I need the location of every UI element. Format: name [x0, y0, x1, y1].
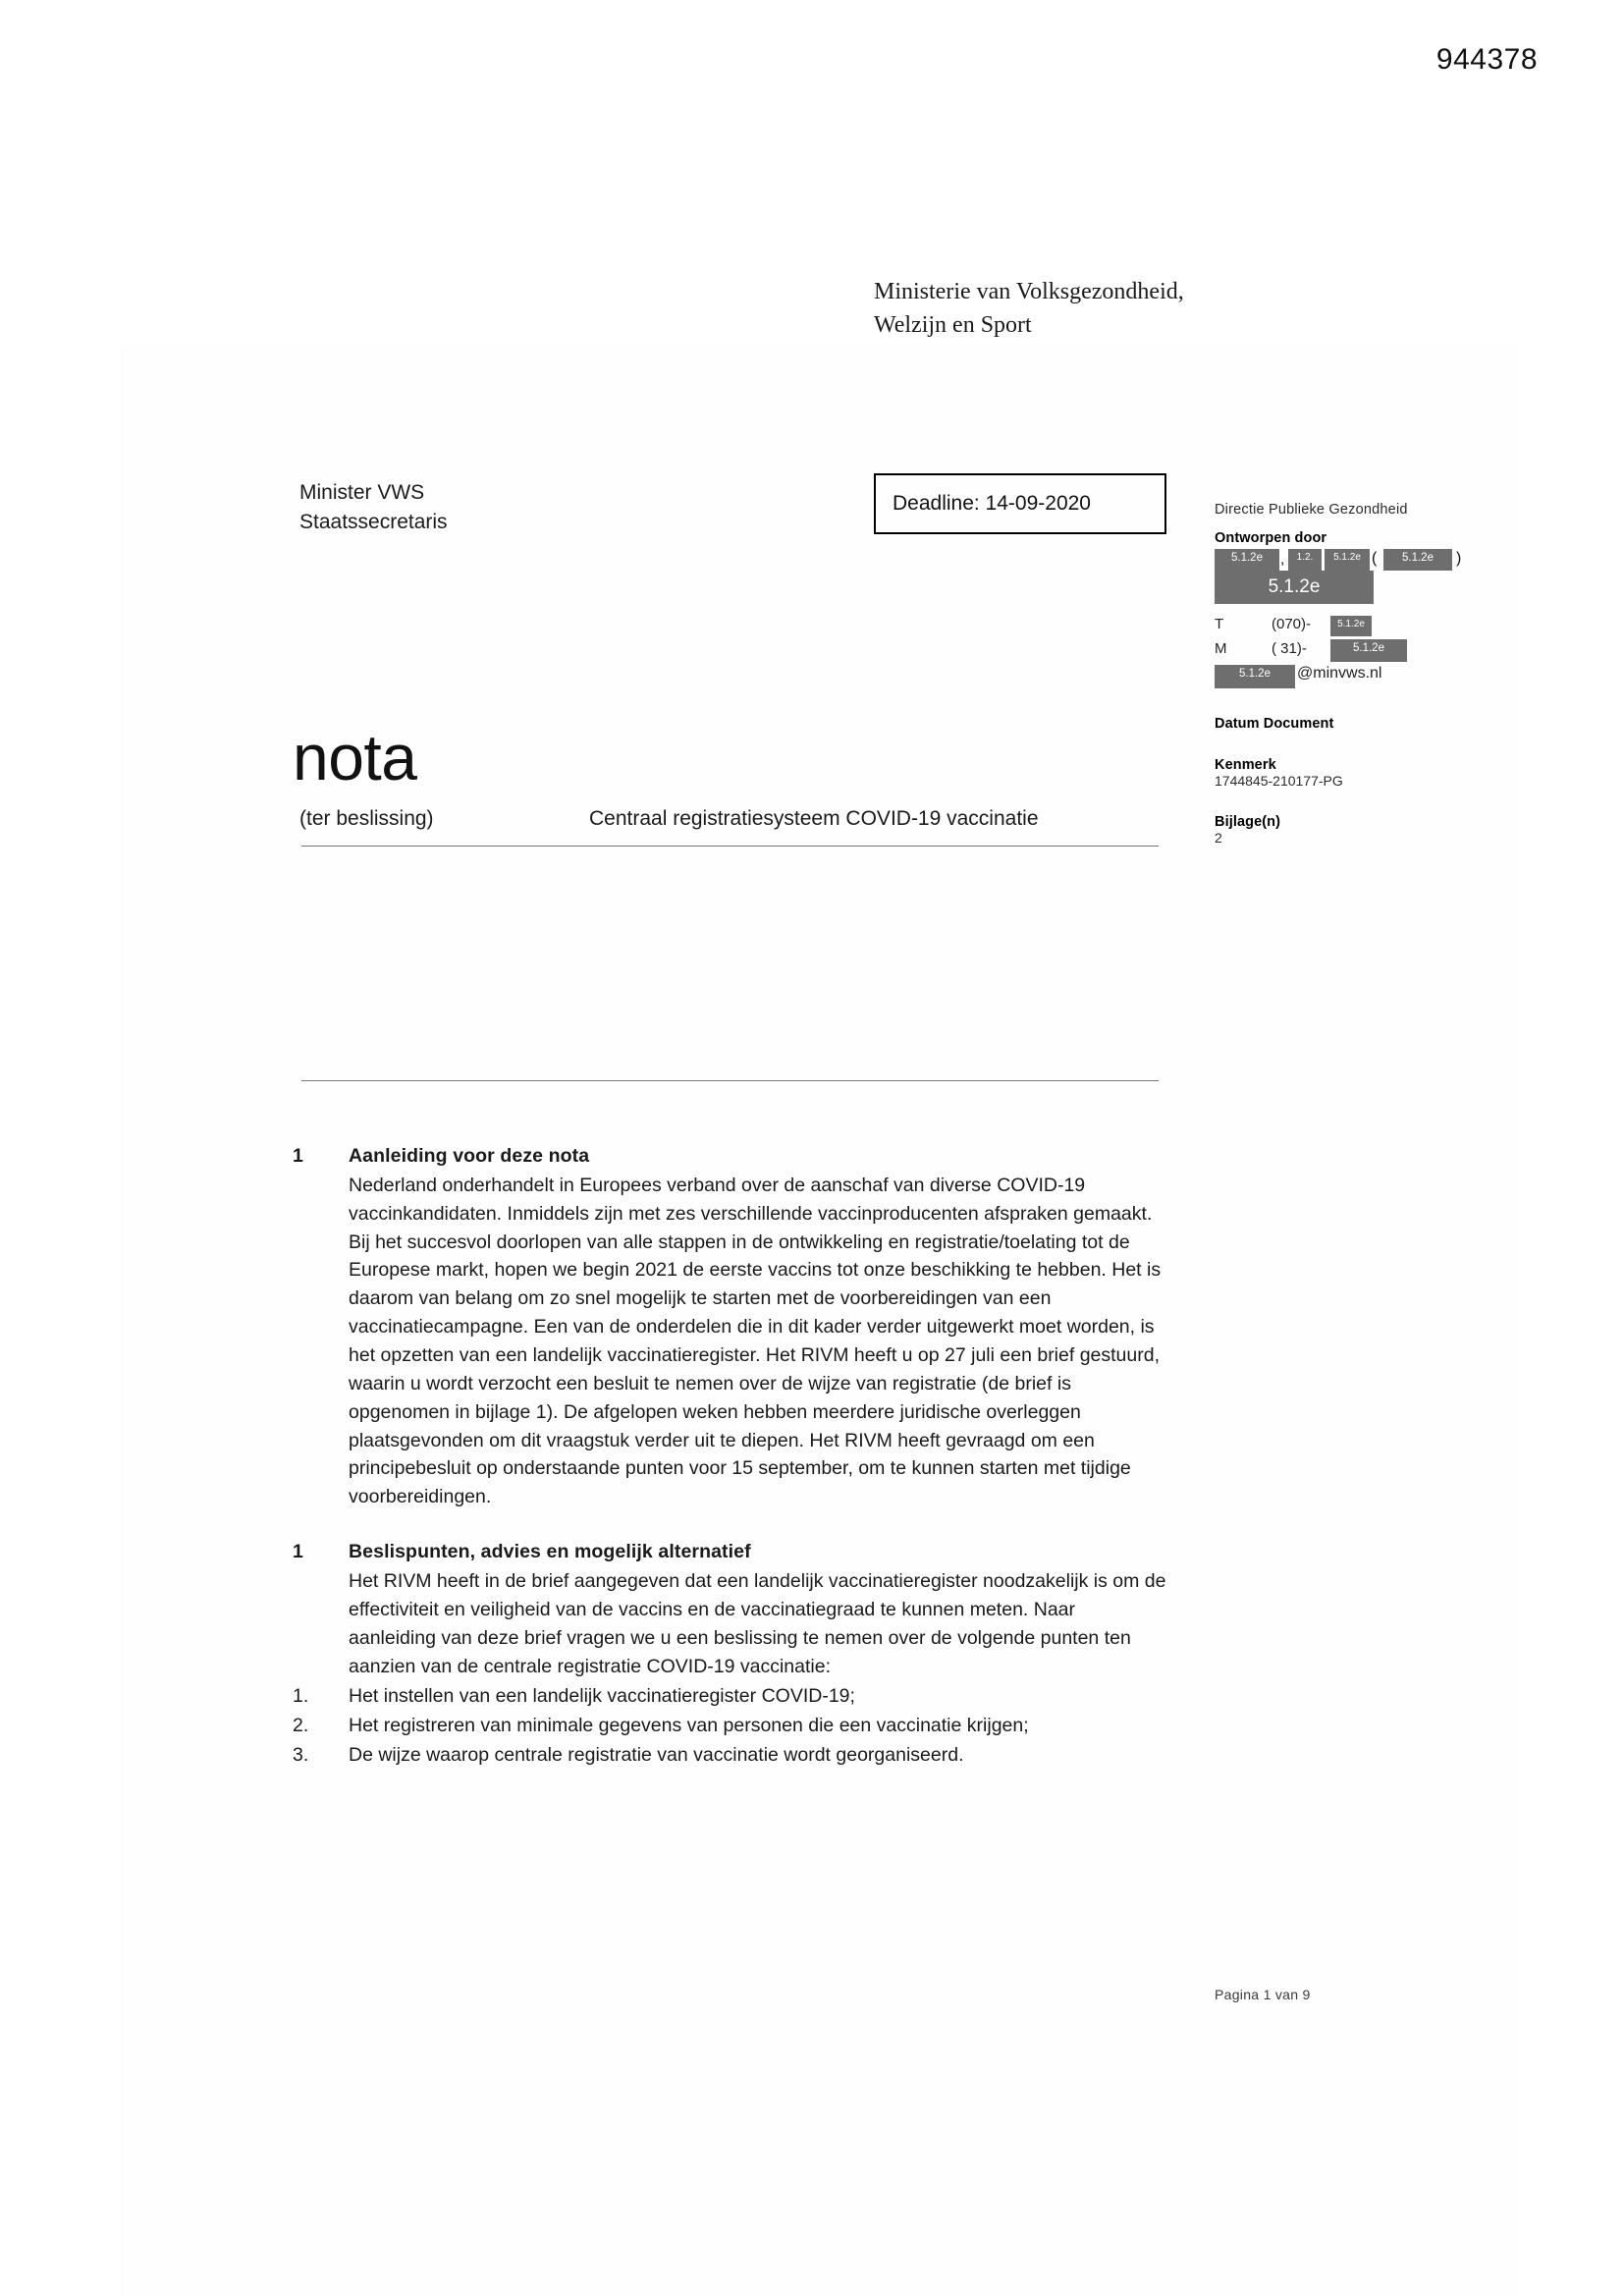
- section-title: Aanleiding voor deze nota: [349, 1145, 590, 1167]
- redaction-block: 5.1.2e: [1215, 571, 1374, 604]
- redaction-block: 5.1.2e: [1215, 549, 1279, 571]
- addressee-line-1: Minister VWS: [299, 481, 425, 504]
- contact-lines: [1215, 616, 1470, 690]
- phone-label-m: M: [1215, 640, 1227, 657]
- page-footer: Pagina 1 van 9: [1215, 1987, 1311, 2002]
- deadline-box: [874, 473, 1166, 534]
- section-number: 1: [293, 1541, 303, 1563]
- bijlagen-label: Bijlage(n): [1215, 814, 1281, 830]
- list-item-number: 2.: [293, 1715, 309, 1737]
- list-item: [293, 1741, 1166, 1770]
- redaction-block: 1.2.: [1288, 549, 1322, 571]
- document-date-block: [1215, 716, 1470, 732]
- redaction-block: 5.1.2e: [1383, 549, 1452, 571]
- document-date-label: Datum Document: [1215, 716, 1334, 732]
- redaction-block: 5.1.2e: [1330, 616, 1372, 636]
- designed-by-redactions: [1215, 549, 1470, 604]
- section-number: 1: [293, 1145, 303, 1167]
- nota-title: nota: [293, 721, 417, 793]
- list-item: [293, 1682, 1166, 1711]
- designed-by-label: Ontworpen door: [1215, 530, 1327, 546]
- metadata-column: [1215, 502, 1470, 871]
- paren-close: ): [1456, 550, 1462, 567]
- section-paragraph: Het RIVM heeft in de brief aangegeven dat een landelijk vaccinatieregister noodzakelijk is om de effectiviteit en veiligheid van de vaccins en de vaccinatiegraad te kunnen meten. Naar aanleiding van deze brief vragen we u een beslissing te nemen over de volgende punten ten aanzien van de centrale registratie COVID-19 vaccinatie:: [349, 1570, 1166, 1677]
- kenmerk-block: [1215, 757, 1470, 789]
- phone-label-t: T: [1215, 616, 1224, 632]
- list-item-text: Het instellen van een landelijk vaccinatieregister COVID-19;: [349, 1685, 855, 1708]
- divider-bottom: [301, 1080, 1159, 1081]
- section-beslispunten: [293, 1538, 1166, 1770]
- section-paragraph: Nederland onderhandelt in Europees verband over de aanschaf van diverse COVID-19 vaccinkandidaten. Inmiddels zijn met zes verschillende vaccinproducenten afspraken gemaakt. Bij het succesvol doorlopen van alle stappen in de ontwikkeling en registratie/toelating tot de Europese markt, hopen we begin 2021 de eerste vaccins tot onze beschikking te hebben. Het is daarom van belang om zo snel mogelijk te starten met de voorbereidingen van een vaccinatiecampagne. Een van de onderdelen die in dit kader verder uitgewerkt moet worden, is het opzetten van een landelijk vaccinatieregister. Het RIVM heeft u op 27 juli een brief gestuurd, waarin u wordt verzocht een besluit te nemen over de wijze van registratie (de brief is opgenomen in bijlage 1). De afgelopen weken hebben meerdere juridische overleggen plaatsgevonden om dit vraagstuk verder uit te diepen. Het RIVM heeft gevraagd om een principebesluit op onderstaande punten voor 15 september, om te kunnen starten met tijdige voorbereidingen.: [349, 1174, 1162, 1508]
- addressee-block: [299, 478, 448, 538]
- list-item-text: Het registreren van minimale gegevens van personen die een vaccinatie krijgen;: [349, 1715, 1029, 1737]
- kenmerk-label: Kenmerk: [1215, 757, 1276, 773]
- divider-top: [301, 846, 1159, 847]
- list-item-text: De wijze waarop centrale registratie van vaccinatie wordt georganiseerd.: [349, 1744, 964, 1767]
- bijlagen-block: [1215, 814, 1470, 846]
- list-item-number: 3.: [293, 1744, 309, 1767]
- section-aanleiding: [293, 1142, 1166, 1511]
- document-body: [293, 1142, 1166, 1796]
- section-title: Beslispunten, advies en mogelijk alternatief: [349, 1541, 751, 1563]
- list-item-number: 1.: [293, 1685, 309, 1708]
- ministry-line-2: Welzijn en Sport: [874, 312, 1032, 339]
- email-domain: @minvws.nl: [1297, 665, 1382, 682]
- deadline-text: Deadline: 14-09-2020: [893, 492, 1091, 515]
- comma-separator: ,: [1280, 551, 1285, 568]
- paren-open: (: [1372, 550, 1378, 567]
- ministry-line-1: Ministerie van Volksgezondheid,: [874, 279, 1184, 304]
- redaction-block: 5.1.2e: [1325, 549, 1370, 571]
- redaction-block: 5.1.2e: [1215, 665, 1295, 688]
- ministry-header: [874, 275, 1184, 342]
- phone-number-t: (070)-: [1272, 616, 1312, 632]
- designed-by-block: [1215, 530, 1470, 690]
- section-heading: [293, 1538, 1166, 1566]
- list-item: [293, 1712, 1166, 1740]
- phone-number-m: ( 31)-: [1272, 640, 1307, 657]
- bijlagen-value: 2: [1215, 830, 1222, 846]
- document-number: 944378: [1435, 43, 1538, 76]
- nota-subject: Centraal registratiesysteem COVID-19 vaccinatie: [589, 807, 1039, 830]
- section-heading: [293, 1142, 1166, 1171]
- kenmerk-value: 1744845-210177-PG: [1215, 773, 1343, 789]
- addressee-line-2: Staatssecretaris: [299, 511, 448, 534]
- directorate-label: Directie Publieke Gezondheid: [1215, 502, 1408, 518]
- redaction-block: 5.1.2e: [1330, 639, 1407, 662]
- nota-subtitle: (ter beslissing): [299, 807, 434, 830]
- decision-points-list: [293, 1682, 1166, 1770]
